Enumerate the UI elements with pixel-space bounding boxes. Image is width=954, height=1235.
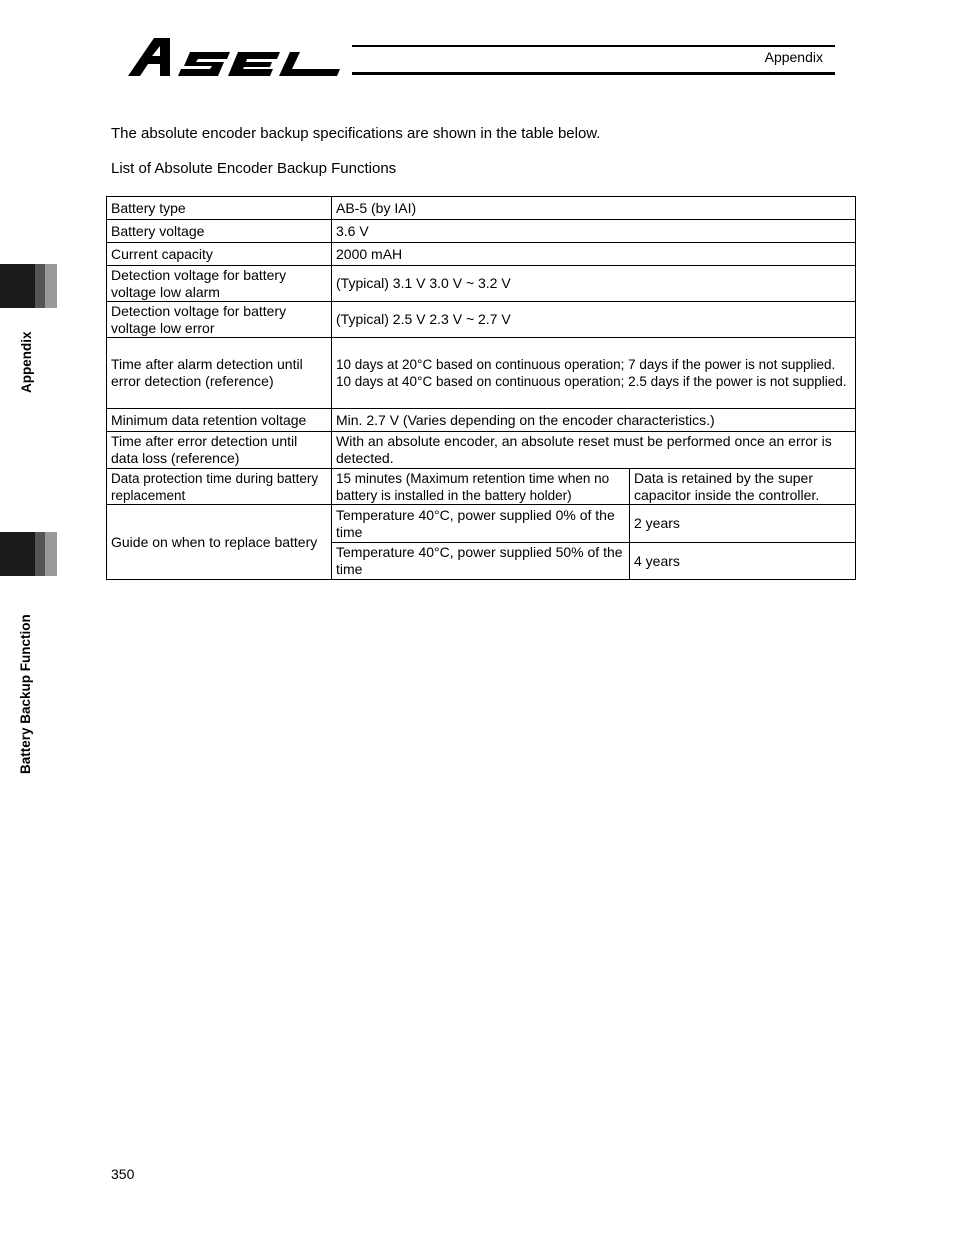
header-section-title: Appendix xyxy=(764,49,823,65)
table-row xyxy=(107,243,856,266)
row-value: (Typical) 3.1 V 3.0 V ~ 3.2 V xyxy=(332,266,856,302)
table-row xyxy=(107,469,856,505)
row-label: Data protection time during battery replacement xyxy=(107,469,332,505)
row-label: Guide on when to replace battery xyxy=(107,505,332,580)
row-label: Detection voltage for battery voltage low error xyxy=(107,302,332,338)
table-caption: List of Absolute Encoder Backup Functions xyxy=(111,160,397,177)
row-value: Min. 2.7 V (Varies depending on the encoder characteristics.) xyxy=(332,409,856,432)
table-row xyxy=(107,220,856,243)
row-value: AB-5 (by IAI) xyxy=(332,197,856,220)
row-value: 3.6 V xyxy=(332,220,856,243)
table-row xyxy=(107,505,856,543)
table-row xyxy=(107,409,856,432)
row-value: (Typical) 2.5 V 2.3 V ~ 2.7 V xyxy=(332,302,856,338)
row-value: 15 minutes (Maximum retention time when no battery is installed in the battery holder) xyxy=(332,469,630,505)
table-row xyxy=(107,338,856,409)
row-condition: Temperature 40°C, power supplied 50% of the time xyxy=(332,543,630,580)
row-label: Time after alarm detection until error detection (reference) xyxy=(107,338,332,409)
header-rule-top xyxy=(352,45,835,47)
row-label: Time after error detection until data loss (reference) xyxy=(107,432,332,469)
header-rule-bottom xyxy=(352,72,835,75)
table-row xyxy=(107,432,856,469)
row-value-line: 10 days at 40°C based on continuous operation; 2.5 days if the power is not supplied. xyxy=(336,374,847,389)
asel-logo xyxy=(126,34,346,78)
row-value: With an absolute encoder, an absolute reset must be performed once an error is detected. xyxy=(332,432,856,469)
table-row xyxy=(107,266,856,302)
row-note: Data is retained by the super capacitor inside the controller. xyxy=(630,469,856,505)
row-value xyxy=(332,338,856,409)
row-label: Battery type xyxy=(107,197,332,220)
backup-spec-table xyxy=(106,196,856,580)
row-value-line: 10 days at 20°C based on continuous operation; 7 days if the power is not supplied. xyxy=(336,357,836,372)
table-row xyxy=(107,197,856,220)
intro-paragraph: The absolute encoder backup specifications are shown in the table below. xyxy=(111,125,601,142)
row-label: Current capacity xyxy=(107,243,332,266)
side-tab-marker-battery xyxy=(0,532,57,576)
row-label: Minimum data retention voltage xyxy=(107,409,332,432)
row-value: 2000 mAH xyxy=(332,243,856,266)
row-label: Detection voltage for battery voltage low alarm xyxy=(107,266,332,302)
page-number: 350 xyxy=(111,1166,135,1182)
side-tab-appendix-label: Appendix xyxy=(19,331,34,393)
row-condition: Temperature 40°C, power supplied 0% of the time xyxy=(332,505,630,543)
row-label: Battery voltage xyxy=(107,220,332,243)
side-tab-marker-appendix xyxy=(0,264,57,308)
side-tab-battery-label: Battery Backup Function xyxy=(18,614,33,774)
table-row xyxy=(107,302,856,338)
row-result: 4 years xyxy=(630,543,856,580)
row-result: 2 years xyxy=(630,505,856,543)
